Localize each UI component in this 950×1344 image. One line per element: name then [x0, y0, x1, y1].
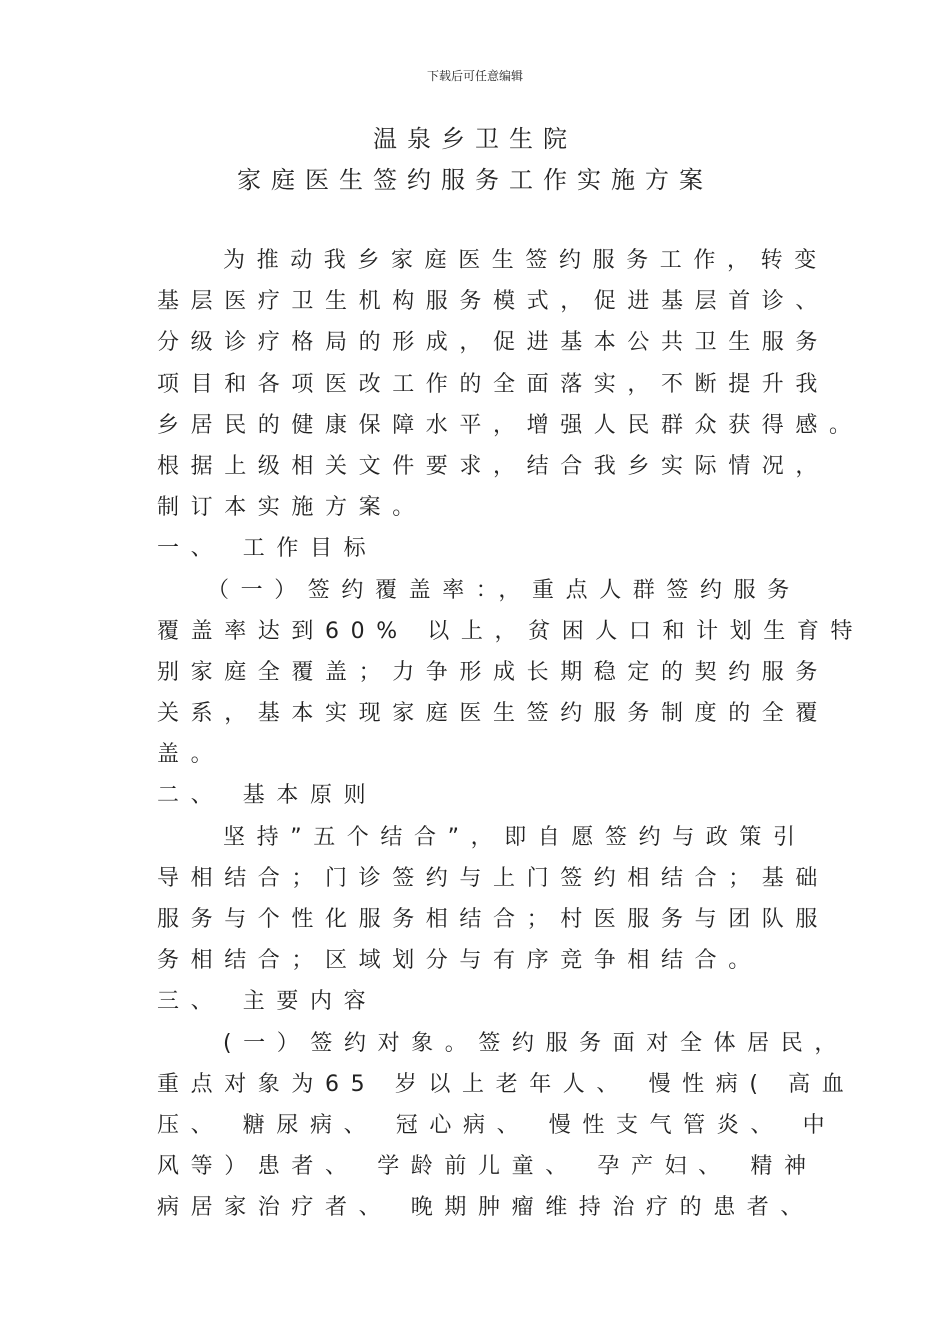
- intro-line: 为推动我乡家庭医生签约服务工作，转变: [223, 248, 828, 273]
- section1-line: 别家庭全覆盖；力争形成长期稳定的契约服务: [157, 659, 830, 685]
- intro-line: 基层医疗卫生机构服务模式，促进基层首诊、: [157, 289, 830, 315]
- intro-line: 乡居民的健康保障水平，增强人民群众获得感。: [157, 412, 863, 438]
- section2-line: 服务与个性化服务相结合；村医服务与团队服: [157, 907, 830, 932]
- section3-line: 风等）患者、 学龄前儿童、 孕产妇、 精神: [157, 1154, 818, 1180]
- intro-line: 制订本实施方案。: [157, 495, 426, 521]
- section-heading-2: 二、 基本原则: [157, 783, 378, 809]
- section2-line: 务相结合；区域划分与有序竞争相结合。: [157, 948, 762, 974]
- document-title-line-2: 家庭医生签约服务工作实施方案: [237, 166, 713, 194]
- section-heading-3: 三、 主要内容: [157, 989, 378, 1015]
- intro-line: 分级诊疗格局的形成，促进基本公共卫生服务: [157, 330, 830, 356]
- section2-line: 导相结合；门诊签约与上门签约相结合；基础: [157, 865, 830, 891]
- section1-line: （一）签约覆盖率：，重点人群签约服务: [207, 577, 801, 603]
- section3-line: 重点对象为65 岁以上老年人、 慢性病( 高血: [157, 1071, 856, 1097]
- section-heading-1: 一、 工作目标: [157, 536, 378, 562]
- section3-line: 压、 糖尿病、 冠心病、 慢性支气管炎、 中: [157, 1112, 837, 1138]
- section3-line: 病居家治疗者、 晚期肿瘤维持治疗的患者、: [157, 1195, 814, 1221]
- section1-line: 覆盖率达到60% 以上，贫困人口和计划生育特: [157, 618, 865, 644]
- section3-line: (一）签约对象。签约服务面对全体居民，: [223, 1030, 848, 1056]
- header-note: 下载后可任意编辑: [426, 69, 523, 83]
- section2-line: 坚持”五个结合”，即自愿签约与政策引: [223, 824, 807, 850]
- section1-line: 关系，基本实现家庭医生签约服务制度的全覆: [157, 701, 830, 727]
- section1-line: 盖。: [157, 742, 225, 768]
- document-body: [157, 240, 865, 1229]
- intro-line: 项目和各项医改工作的全面落实，不断提升我: [157, 371, 830, 397]
- document-title-line-1: 温泉乡卫生院: [373, 125, 577, 153]
- intro-line: 根据上级相关文件要求，结合我乡实际情况，: [157, 453, 830, 479]
